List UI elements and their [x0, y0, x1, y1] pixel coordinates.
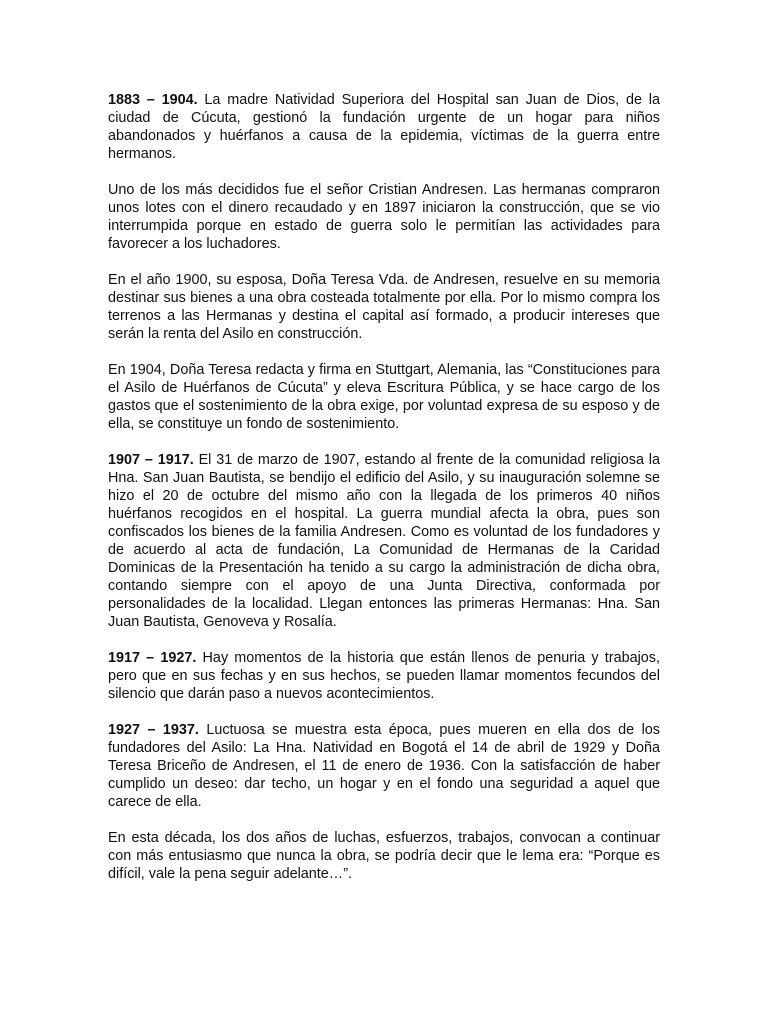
paragraph-text: Hay momentos de la historia que están llenos de penuria y trabajos, pero que en sus fechas y en sus hechos, se pueden llamar momentos fecundos del silencio que darán paso a nuevos acontecimientos.: [108, 650, 660, 702]
paragraph-year-1904: [108, 361, 660, 433]
period-heading: 1883 – 1904.: [108, 92, 198, 108]
paragraph-decade-summary: [108, 829, 660, 883]
paragraph-text: La madre Natividad Superiora del Hospital san Juan de Dios, de la ciudad de Cúcuta, gestionó la fundación urgente de un hogar para niños abandonados y huérfanos a causa de la epidemia, víctimas de la guerra entre hermanos.: [108, 92, 660, 162]
paragraph-1917-1927: [108, 649, 660, 703]
period-heading: 1917 – 1927.: [108, 650, 197, 666]
period-heading: 1927 – 1937.: [108, 722, 199, 738]
paragraph-year-1900: [108, 271, 660, 343]
paragraph-text: El 31 de marzo de 1907, estando al frente de la comunidad religiosa la Hna. San Juan Bautista, se bendijo el edificio del Asilo, y su inauguración solemne se hizo el 20 de octubre del mismo año con la llegada de los primeros 40 niños huérfanos recogidos en el hospital. La guerra mundial afecta la obra, pues son confiscados los bienes de la familia Andresen. Como es voluntad de los fundadores y de acuerdo al acta de fundación, La Comunidad de Hermanas de la Caridad Dominicas de la Presentación ha tenido a su cargo la administración de dicha obra, contando siempre con el apoyo de una Junta Directiva, conformada por personalidades de la localidad. Llegan entonces las primeras Hermanas: Hna. San Juan Bautista, Genoveva y Rosalía.: [108, 452, 660, 630]
paragraph-text: En 1904, Doña Teresa redacta y firma en Stuttgart, Alemania, las “Constituciones para el Asilo de Huérfanos de Cúcuta” y eleva Escritura Pública, y se hace cargo de los gastos que el sostenimiento de la obra exige, por voluntad expresa de su esposo y de ella, se constituye un fondo de sostenimiento.: [108, 362, 660, 432]
paragraph-text: En el año 1900, su esposa, Doña Teresa Vda. de Andresen, resuelve en su memoria destinar sus bienes a una obra costeada totalmente por ella. Por lo mismo compra los terrenos a las Hermanas y destina el capital así formado, a producir intereses que serán la renta del Asilo en construcción.: [108, 272, 660, 342]
paragraph-1907-1917: [108, 451, 660, 631]
paragraph-text: En esta década, los dos años de luchas, esfuerzos, trabajos, convocan a continuar con más entusiasmo que nunca la obra, se podría decir que le lema era: “Porque es difícil, vale la pena seguir adelante…”.: [108, 830, 660, 882]
paragraph-1883-1904: [108, 91, 660, 163]
paragraph-text: Uno de los más decididos fue el señor Cristian Andresen. Las hermanas compraron unos lotes con el dinero recaudado y en 1897 iniciaron la construcción, que se vio interrumpida porque en estado de guerra solo le permitían las actividades para favorecer a los luchadores.: [108, 182, 660, 252]
paragraph-cristian-andresen: [108, 181, 660, 253]
period-heading: 1907 – 1917.: [108, 452, 194, 468]
paragraph-1927-1937: [108, 721, 660, 811]
document-page: [108, 91, 660, 901]
paragraph-text: Luctuosa se muestra esta época, pues mueren en ella dos de los fundadores del Asilo: La Hna. Natividad en Bogotá el 14 de abril de 1929 y Doña Teresa Briceño de Andresen, el 11 de enero de 1936. Con la satisfacción de haber cumplido un deseo: dar techo, un hogar y en el fondo una seguridad a aquel que carece de ella.: [108, 722, 660, 810]
